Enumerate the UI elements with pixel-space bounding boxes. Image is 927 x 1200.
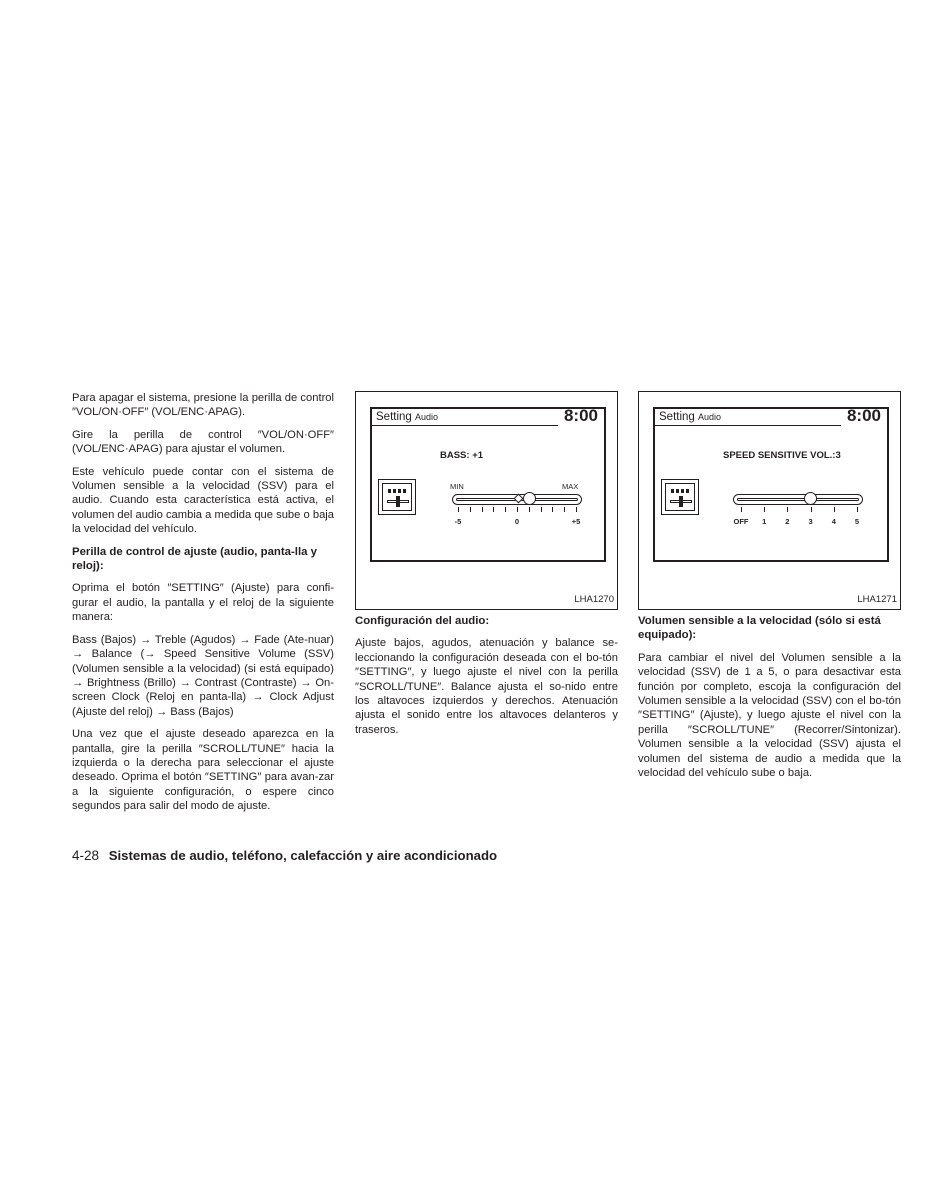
paragraph: Oprima el botón ″SETTING″ (Ajuste) para confi-gurar el audio, la pantalla y el reloj de la siguiente manera: xyxy=(72,582,334,624)
screen-clock: 8:00 xyxy=(563,406,598,425)
paragraph: Para cambiar el nivel del Volumen sensible a la velocidad (SSV) de 1 a 5, o para desactivar esta función por completo, escoja la configuración del Volumen sensible a la velocidad (SSV) con el bo-tón ″SETTING″ (Ajuste), y luego ajuste el nivel con la perilla ″SCROLL/TUNE″ (Recorrer/Sintonizar). Volumen sensible a la velocidad (SSV) ajusta el volumen del sistema de audio a medida que la velocidad del vehículo sube o baja. xyxy=(638,651,901,780)
slider-tick xyxy=(764,507,765,512)
screen-title-sub: Audio xyxy=(415,412,439,422)
slider-tick xyxy=(811,507,812,512)
figure-code: LHA1271 xyxy=(857,593,897,605)
text-column-middle xyxy=(355,391,618,745)
paragraph: Para apagar el sistema, presione la perilla de control ″VOL/ON·OFF″ (VOL/ENC·APAG). xyxy=(72,392,334,419)
display-screen xyxy=(653,407,889,562)
page-footer xyxy=(72,848,497,863)
slider-tick xyxy=(576,507,577,512)
display-screen xyxy=(370,407,606,562)
title-rule xyxy=(655,425,841,426)
audio-setting-figure xyxy=(355,391,618,610)
tick-label: 1 xyxy=(762,517,767,526)
slider-tick xyxy=(541,507,542,512)
slider-tick xyxy=(517,507,518,512)
screen-title-main: Setting xyxy=(376,411,412,423)
ssv-slider xyxy=(733,494,863,505)
paragraph: Bass (Bajos) → Treble (Agudos) → Fade (Ate-nuar) → Balance (→ Speed Sensitive Volume (SSV) (Volumen sensible a la velocidad) (si está equipado) → Brightness (Brillo) → Contrast (Contraste) → On-screen Clock (Reloj en panta-lla) → Clock Adjust (Ajuste del reloj) → Bass (Bajos) xyxy=(72,633,334,718)
ssv-setting-figure xyxy=(638,391,901,610)
paragraph: Ajuste bajos, agudos, atenuación y balance se-leccionando la configuración deseada con el bo-tón ″SETTING″, y luego ajuste el nivel con la perilla ″SCROLL/TUNE″. Balance ajusta el so-nido entre los altavoces izquierdos y derechos. Atenuación ajusta el sonido entre los altavoces delanteros y traseros. xyxy=(355,637,618,736)
section-title: Sistemas de audio, teléfono, calefacción y aire acondicionado xyxy=(108,848,498,863)
tick-row xyxy=(733,507,860,526)
slider-thumb xyxy=(804,492,817,505)
title-rule xyxy=(372,425,558,426)
slider-tick xyxy=(552,507,553,512)
center-marker xyxy=(513,494,523,504)
screen-title-sub: Audio xyxy=(698,412,722,422)
tick-label: 2 xyxy=(785,517,790,526)
slider-tick xyxy=(834,507,835,512)
tick-label: 0 xyxy=(514,517,520,526)
slider-tick xyxy=(482,507,483,512)
tick-row xyxy=(454,507,581,526)
bass-setting-label: BASS: +1 xyxy=(440,450,484,461)
screen-clock: 8:00 xyxy=(846,406,881,425)
slider-thumb xyxy=(523,492,536,505)
slider-tick xyxy=(493,507,494,512)
figure-code: LHA1270 xyxy=(574,593,614,605)
slider-tick xyxy=(857,507,858,512)
section-heading: Perilla de control de ajuste (audio, panta-lla y reloj): xyxy=(72,545,317,573)
text-column-right xyxy=(638,391,901,788)
paragraph: Este vehículo puede contar con el sistema de Volumen sensible a la velocidad (SSV) para el audio. Cuando esta característica está activa, el volumen del audio cambia a medida que sube o baja la velocidad del vehículo. xyxy=(72,465,334,536)
speaker-indicator-icon xyxy=(378,479,416,515)
tick-label: OFF xyxy=(733,517,749,526)
tick-label: 4 xyxy=(831,517,836,526)
slider-tick xyxy=(458,507,459,512)
screen-title-main: Setting xyxy=(659,411,695,423)
tick-label: 5 xyxy=(854,517,860,526)
paragraph: Gire la perilla de control ″VOL/ON·OFF″ (VOL/ENC·APAG) para ajustar el volumen. xyxy=(72,428,334,456)
slider-tick xyxy=(470,507,471,512)
slider-tick xyxy=(564,507,565,512)
tick-label: +5 xyxy=(571,517,581,526)
text-column-left xyxy=(72,391,334,822)
section-heading: Volumen sensible a la velocidad (sólo si está equipado): xyxy=(638,615,881,642)
tick-label: 3 xyxy=(808,517,813,526)
bass-slider xyxy=(452,494,582,505)
min-label: MIN xyxy=(450,482,464,491)
section-heading: Configuración del audio: xyxy=(355,615,490,627)
paragraph: Una vez que el ajuste deseado aparezca en la pantalla, gire la perilla ″SCROLL/TUNE″ hacia la izquierda o la derecha para seleccionar el ajuste deseado. Oprima el botón ″SETTING″ para avan-zar a la siguiente configuración, o espere cinco segundos para salir del modo de ajuste. xyxy=(72,728,334,813)
slider-tick xyxy=(505,507,506,512)
max-label: MAX xyxy=(562,482,579,491)
slider-tick xyxy=(741,507,742,512)
speaker-indicator-icon xyxy=(661,479,699,515)
page-number: 4-28 xyxy=(72,848,100,863)
screen-title xyxy=(659,410,721,424)
tick-label: -5 xyxy=(454,517,462,526)
screen-title xyxy=(376,410,438,424)
slider-tick xyxy=(529,507,530,512)
ssv-setting-label: SPEED SENSITIVE VOL.:3 xyxy=(723,450,841,461)
slider-tick xyxy=(787,507,788,512)
